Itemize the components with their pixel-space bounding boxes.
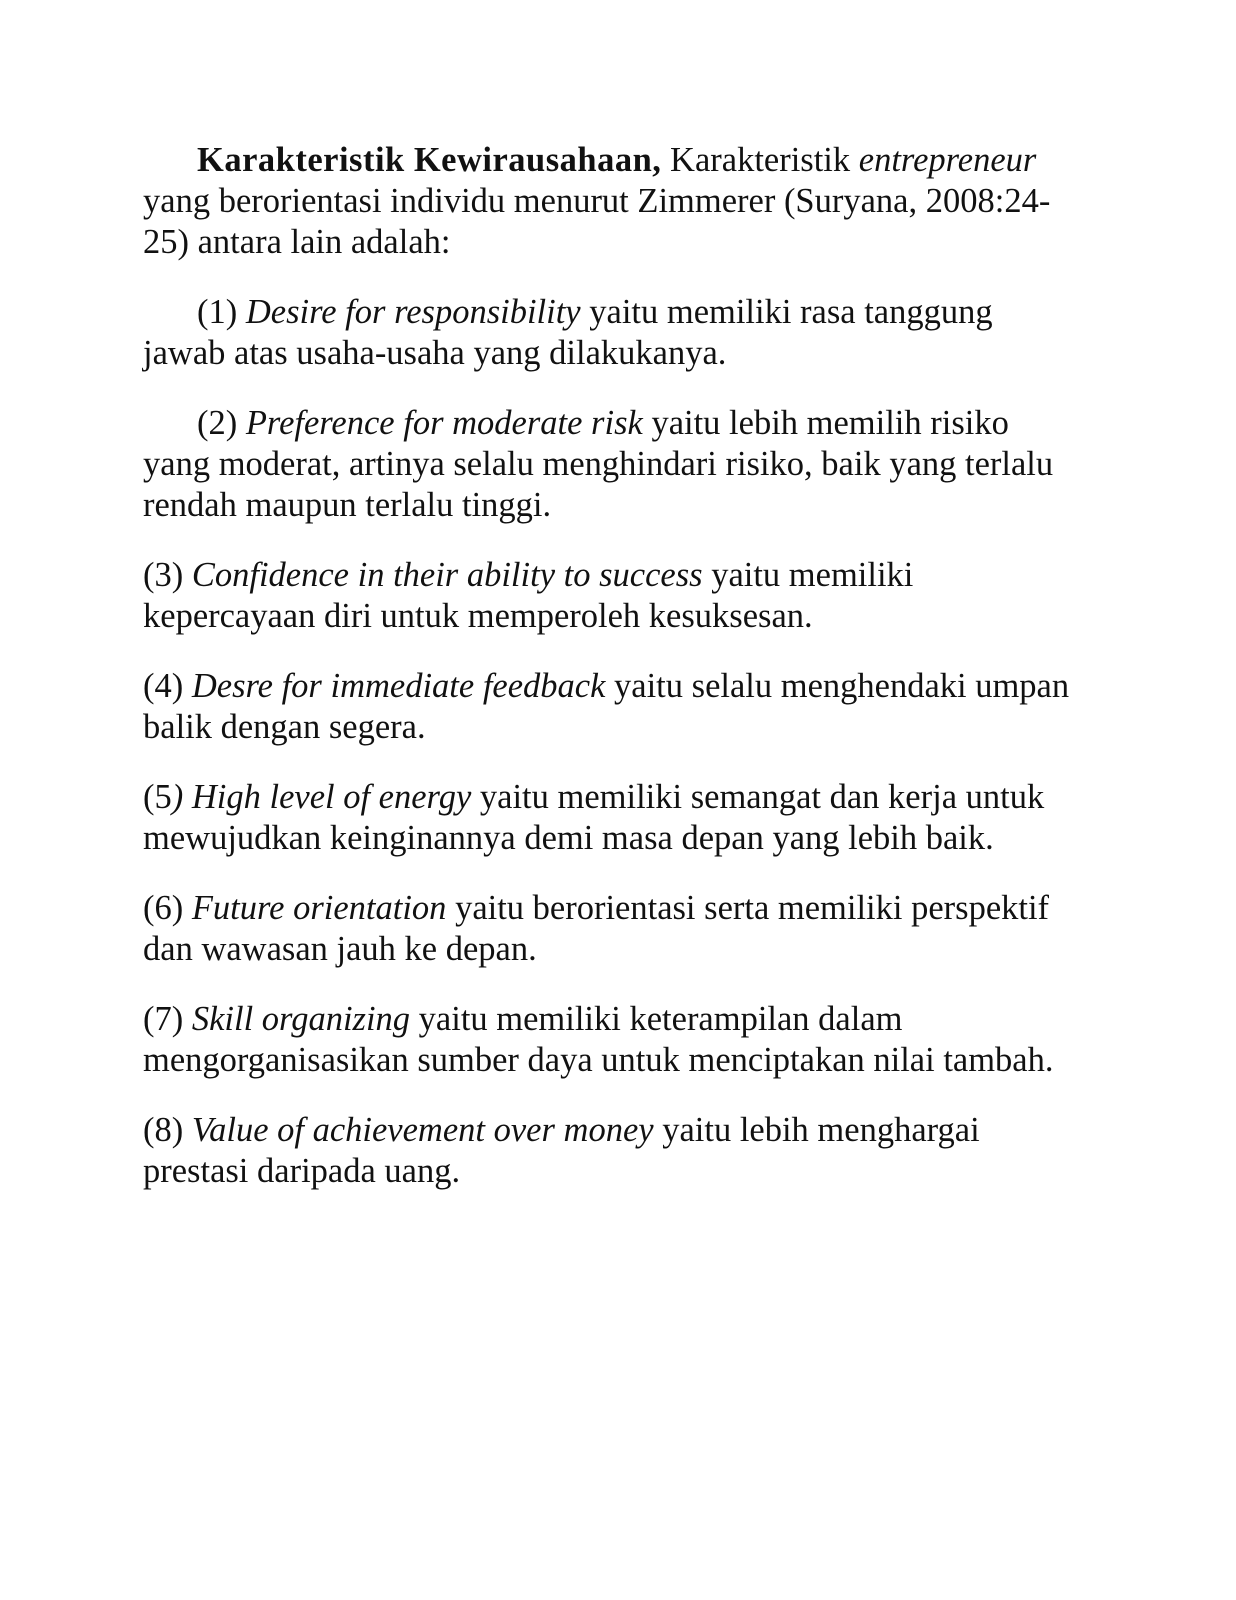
item-term: Preference for moderate risk xyxy=(245,404,643,442)
item-description: yaitu lebih memilih risiko yang moderat, artinya selalu menghindari risiko, baik yang terlalu rendah maupun terlalu tinggi. xyxy=(143,404,1054,524)
item-number: (4) xyxy=(143,667,192,705)
item-term: Future orientation xyxy=(191,889,447,927)
item-term: Skill organizing xyxy=(191,1000,411,1038)
list-item-6 xyxy=(143,888,1073,970)
item-term: Value of achievement over money xyxy=(191,1111,654,1149)
list-item-1 xyxy=(143,292,1073,374)
item-number: (3) xyxy=(143,556,192,594)
list-item-4 xyxy=(143,666,1073,748)
list-item-5 xyxy=(143,777,1073,859)
item-number: (2) xyxy=(197,404,246,442)
item-description: yaitu memiliki rasa tanggung jawab atas usaha-usaha yang dilakukanya. xyxy=(143,293,993,372)
list-item-2 xyxy=(143,403,1073,526)
item-term: ) High level of energy xyxy=(171,778,472,816)
item-description: yaitu lebih menghargai prestasi daripada uang. xyxy=(143,1111,980,1190)
item-term: Desire for responsibility xyxy=(245,293,581,331)
document-body xyxy=(143,140,1073,1221)
intro-text-continued: yang berorientasi individu menurut Zimmerer (Suryana, 2008:24-25) antara lain adalah: xyxy=(143,182,1051,261)
item-description: yaitu selalu menghendaki umpan balik dengan segera. xyxy=(143,667,1070,746)
item-description: yaitu berorientasi serta memiliki perspektif dan wawasan jauh ke depan. xyxy=(143,889,1050,968)
item-number: (8) xyxy=(143,1111,192,1149)
item-number: (7) xyxy=(143,1000,192,1038)
list-item-3 xyxy=(143,555,1073,637)
item-description: yaitu memiliki keterampilan dalam mengorganisasikan sumber daya untuk menciptakan nilai tambah. xyxy=(143,1000,1054,1079)
item-description: yaitu memiliki kepercayaan diri untuk memperoleh kesuksesan. xyxy=(143,556,914,635)
item-number: (6) xyxy=(143,889,192,927)
item-number: (1) xyxy=(197,293,246,331)
intro-paragraph xyxy=(143,140,1073,263)
item-term: Confidence in their ability to success xyxy=(191,556,703,594)
item-description: yaitu memiliki semangat dan kerja untuk mewujudkan keinginannya demi masa depan yang lebih baik. xyxy=(143,778,1045,857)
item-term: Desre for immediate feedback xyxy=(191,667,606,705)
intro-italic-term: entrepreneur xyxy=(858,141,1037,179)
intro-heading: Karakteristik Kewirausahaan, xyxy=(197,141,662,179)
list-item-7 xyxy=(143,999,1073,1081)
list-item-8 xyxy=(143,1110,1073,1192)
intro-text: Karakteristik xyxy=(661,141,859,179)
item-number: (5 xyxy=(143,778,172,816)
